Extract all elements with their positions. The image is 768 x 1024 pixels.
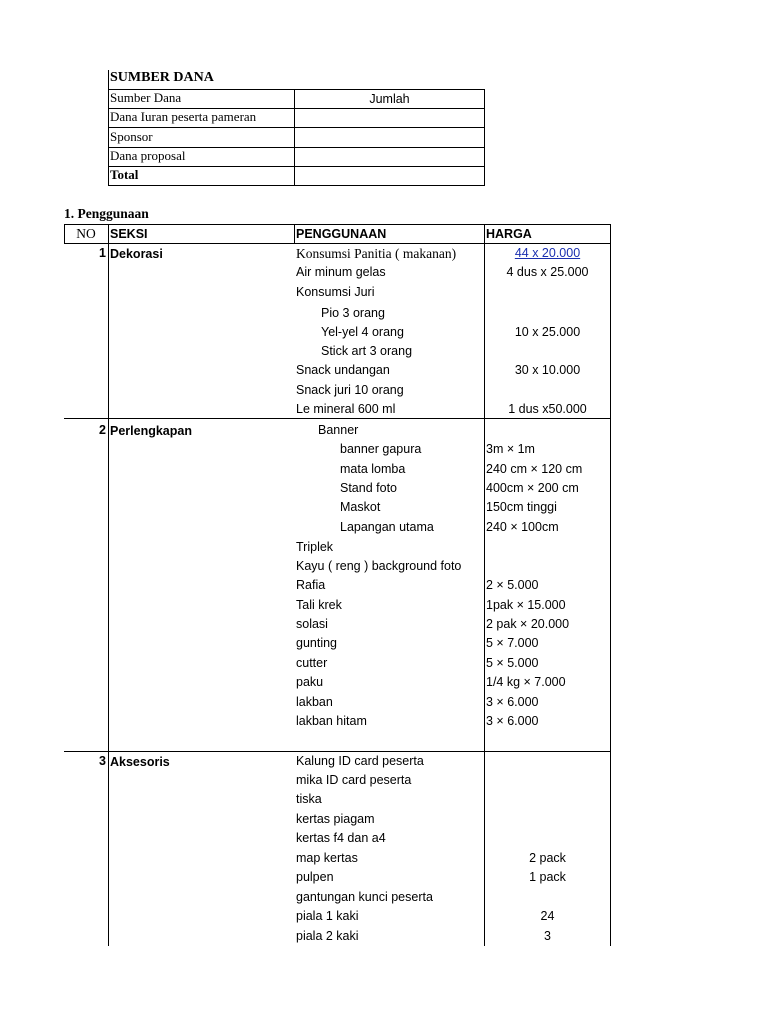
header-harga: HARGA bbox=[486, 227, 532, 241]
item-penggunaan: cutter bbox=[296, 656, 328, 670]
header-seksi: SEKSI bbox=[110, 227, 148, 241]
item-harga: 400cm × 200 cm bbox=[486, 481, 579, 495]
item-penggunaan: mata lomba bbox=[340, 462, 406, 476]
item-harga: 3 bbox=[544, 929, 551, 943]
section-seksi: Dekorasi bbox=[110, 247, 163, 261]
item-harga: 3m × 1m bbox=[486, 442, 535, 456]
item-penggunaan: Stand foto bbox=[340, 481, 397, 495]
section-number: 2 bbox=[99, 423, 106, 437]
sumber-dana-row: Dana Iuran peserta pameran bbox=[110, 109, 257, 124]
item-harga: 30 x 10.000 bbox=[514, 363, 581, 377]
item-harga: 1/4 kg × 7.000 bbox=[486, 675, 566, 689]
sumber-dana-total: Total bbox=[110, 167, 139, 182]
item-penggunaan: Stick art 3 orang bbox=[321, 344, 413, 358]
item-harga: 3 × 6.000 bbox=[486, 695, 539, 709]
item-penggunaan: Air minum gelas bbox=[296, 265, 386, 279]
section-seksi: Aksesoris bbox=[110, 755, 170, 769]
item-penggunaan: gantungan kunci peserta bbox=[296, 890, 433, 904]
header-penggunaan: PENGGUNAAN bbox=[296, 227, 387, 241]
item-harga: 240 × 100cm bbox=[486, 520, 559, 534]
item-penggunaan: piala 1 kaki bbox=[296, 909, 359, 923]
item-harga: 240 cm × 120 cm bbox=[486, 462, 583, 476]
item-penggunaan: Triplek bbox=[296, 540, 334, 554]
item-harga: 3 × 6.000 bbox=[486, 714, 539, 728]
item-penggunaan: lakban bbox=[296, 695, 333, 709]
item-penggunaan: map kertas bbox=[296, 851, 358, 865]
item-harga: 4 dus x 25.000 bbox=[506, 265, 589, 279]
sumber-dana-header: Sumber Dana bbox=[110, 90, 182, 105]
section-number: 1 bbox=[99, 246, 106, 260]
item-penggunaan: Maskot bbox=[340, 500, 381, 514]
item-harga: 24 bbox=[540, 909, 555, 923]
item-penggunaan: kertas f4 dan a4 bbox=[296, 831, 386, 845]
item-penggunaan: Snack undangan bbox=[296, 363, 390, 377]
item-harga: 1 dus x50.000 bbox=[508, 402, 587, 416]
penggunaan-title: 1. Penggunaan bbox=[64, 206, 149, 221]
item-harga: 2 × 5.000 bbox=[486, 578, 539, 592]
item-harga: 2 pak × 20.000 bbox=[486, 617, 570, 631]
item-penggunaan: banner gapura bbox=[340, 442, 422, 456]
item-penggunaan: Tali krek bbox=[296, 598, 342, 612]
item-penggunaan: piala 2 kaki bbox=[296, 929, 359, 943]
item-penggunaan: Lapangan utama bbox=[340, 520, 434, 534]
item-harga: 2 pack bbox=[529, 851, 566, 865]
section-seksi: Perlengkapan bbox=[110, 424, 192, 438]
sumber-dana-row: Sponsor bbox=[110, 129, 153, 144]
item-penggunaan: Kayu ( reng ) background foto bbox=[296, 559, 462, 573]
item-penggunaan: Konsumsi Juri bbox=[296, 285, 375, 299]
item-harga: 10 x 25.000 bbox=[514, 325, 581, 339]
item-penggunaan: tiska bbox=[296, 792, 322, 806]
item-penggunaan: Yel-yel 4 orang bbox=[321, 325, 404, 339]
item-penggunaan: Konsumsi Panitia ( makanan) bbox=[296, 246, 457, 261]
item-penggunaan: lakban hitam bbox=[296, 714, 367, 728]
item-penggunaan: Le mineral 600 ml bbox=[296, 402, 396, 416]
sumber-dana-row: Dana proposal bbox=[110, 148, 186, 163]
item-harga: 1pak × 15.000 bbox=[486, 598, 566, 612]
item-penggunaan: solasi bbox=[296, 617, 328, 631]
item-penggunaan: Kalung ID card peserta bbox=[296, 754, 424, 768]
item-penggunaan: Rafia bbox=[296, 578, 326, 592]
item-penggunaan: gunting bbox=[296, 636, 338, 650]
item-harga: 5 × 5.000 bbox=[486, 656, 539, 670]
sumber-dana-title: SUMBER DANA bbox=[110, 70, 214, 85]
item-penggunaan: Snack juri 10 orang bbox=[296, 383, 404, 397]
header-no: NO bbox=[76, 226, 96, 241]
section-number: 3 bbox=[99, 754, 106, 768]
item-harga: 150cm tinggi bbox=[486, 500, 557, 514]
item-penggunaan: Banner bbox=[318, 423, 359, 437]
item-harga: 5 × 7.000 bbox=[486, 636, 539, 650]
item-penggunaan: Pio 3 orang bbox=[321, 306, 385, 320]
item-penggunaan: mika ID card peserta bbox=[296, 773, 412, 787]
item-harga: 1 pack bbox=[529, 870, 566, 884]
item-penggunaan: pulpen bbox=[296, 870, 334, 884]
item-penggunaan: kertas piagam bbox=[296, 812, 375, 826]
item-penggunaan: paku bbox=[296, 675, 324, 689]
jumlah-header: Jumlah bbox=[369, 92, 410, 106]
item-harga: 44 x 20.000 bbox=[514, 246, 581, 260]
